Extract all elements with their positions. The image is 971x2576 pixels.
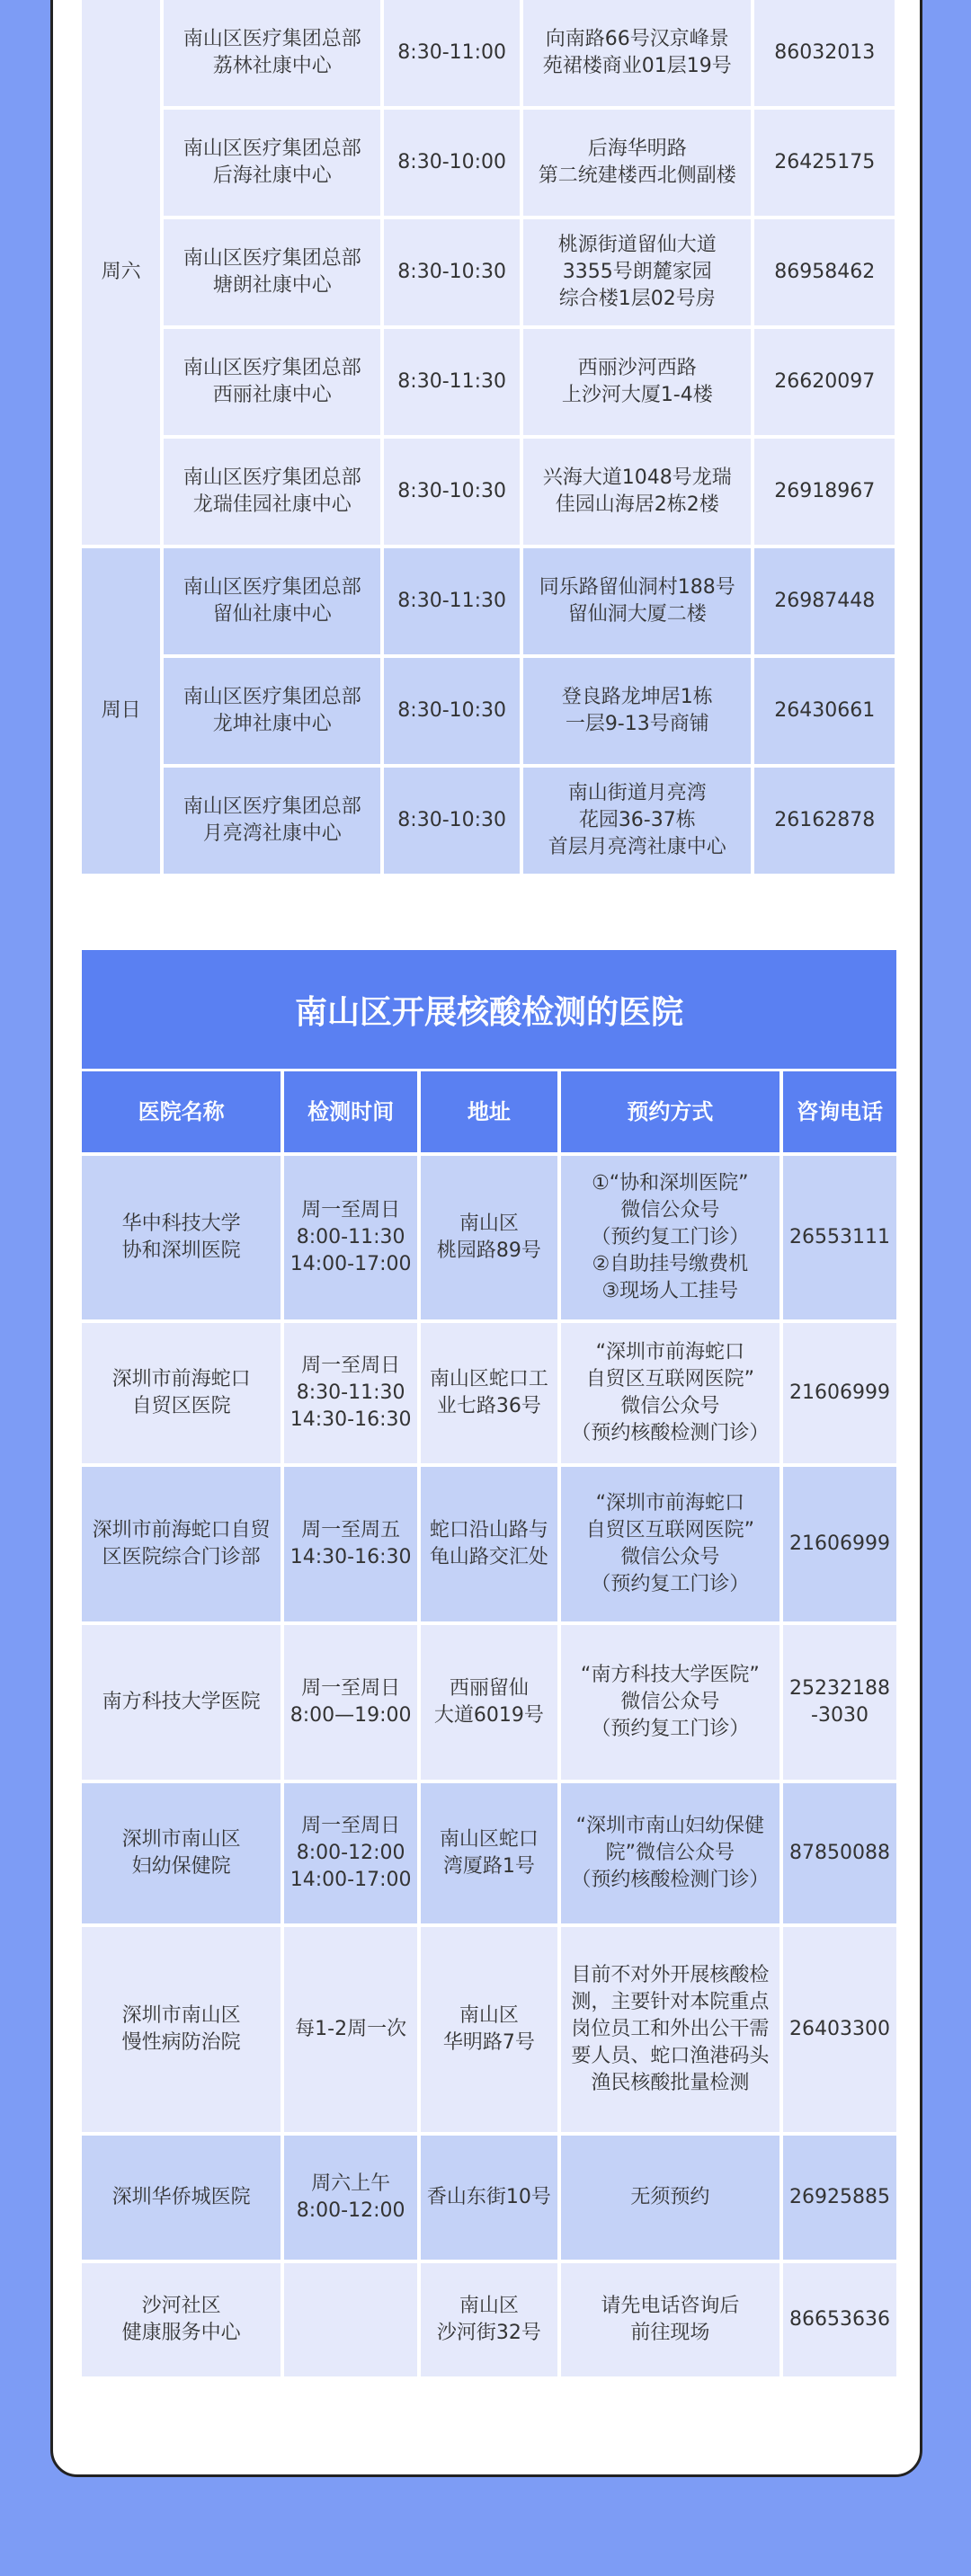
hospital-phone: 21606999 bbox=[783, 1323, 896, 1463]
hospital-name: 深圳市南山区 妇幼保健院 bbox=[82, 1783, 281, 1923]
hospital-address: 香山东街10号 bbox=[421, 2136, 557, 2260]
hospital-phone: 26403300 bbox=[783, 1927, 896, 2132]
clinic-name: 南山区医疗集团总部 留仙社康中心 bbox=[164, 548, 380, 654]
clinic-time: 8:30-10:30 bbox=[384, 439, 520, 545]
clinic-phone: 26987448 bbox=[754, 548, 895, 654]
clinic-phone: 86032013 bbox=[754, 0, 895, 106]
clinic-phone: 26430661 bbox=[754, 658, 895, 764]
hospital-time: 周一至周日 8:00—19:00 bbox=[284, 1625, 417, 1780]
clinic-address: 后海华明路 第二统建楼西北侧副楼 bbox=[523, 110, 751, 216]
hospital-booking: ①“协和深圳医院” 微信公众号 （预约复工门诊） ②自助挂号缴费机 ③现场人工挂号 bbox=[561, 1156, 779, 1319]
clinic-address: 西丽沙河西路 上沙河大厦1-4楼 bbox=[523, 329, 751, 435]
clinic-address: 同乐路留仙洞村188号 留仙洞大厦二楼 bbox=[523, 548, 751, 654]
hospital-name: 沙河社区 健康服务中心 bbox=[82, 2263, 281, 2376]
clinic-address: 登良路龙坤居1栋 一层9-13号商铺 bbox=[523, 658, 751, 764]
table-row bbox=[82, 110, 895, 216]
clinic-phone: 26918967 bbox=[754, 439, 895, 545]
hospital-name: 南方科技大学医院 bbox=[82, 1625, 281, 1780]
table-row bbox=[82, 1783, 896, 1923]
table-row bbox=[82, 768, 895, 874]
clinic-name: 南山区医疗集团总部 后海社康中心 bbox=[164, 110, 380, 216]
clinic-time: 8:30-10:00 bbox=[384, 110, 520, 216]
clinic-name: 南山区医疗集团总部 龙坤社康中心 bbox=[164, 658, 380, 764]
hospital-name: 深圳市南山区 慢性病防治院 bbox=[82, 1927, 281, 2132]
clinic-name: 南山区医疗集团总部 塘朗社康中心 bbox=[164, 219, 380, 325]
hospital-phone: 26553111 bbox=[783, 1156, 896, 1319]
hospital-name: 深圳市前海蛇口 自贸区医院 bbox=[82, 1323, 281, 1463]
column-header: 咨询电话 bbox=[783, 1071, 896, 1152]
hospital-phone: 86653636 bbox=[783, 2263, 896, 2376]
clinic-time: 8:30-11:30 bbox=[384, 548, 520, 654]
hospital-phone: 25232188 -3030 bbox=[783, 1625, 896, 1780]
day-label: 周日 bbox=[82, 548, 160, 874]
hospital-time: 周六上午 8:00-12:00 bbox=[284, 2136, 417, 2260]
hospital-table bbox=[78, 1068, 900, 2380]
clinic-time: 8:30-10:30 bbox=[384, 658, 520, 764]
clinic-address: 南山街道月亮湾 花园36-37栋 首层月亮湾社康中心 bbox=[523, 768, 751, 874]
hospital-time: 周一至周日 8:00-12:00 14:00-17:00 bbox=[284, 1783, 417, 1923]
hospital-time: 周一至周五 14:30-16:30 bbox=[284, 1467, 417, 1621]
column-header: 医院名称 bbox=[82, 1071, 281, 1152]
day-label: 周六 bbox=[82, 0, 160, 545]
clinic-name: 南山区医疗集团总部 月亮湾社康中心 bbox=[164, 768, 380, 874]
hospital-time: 周一至周日 8:30-11:30 14:30-16:30 bbox=[284, 1323, 417, 1463]
hospital-booking: 目前不对外开展核酸检 测，主要针对本院重点 岗位员工和外出公干需 要人员、蛇口渔港码头 渔民核酸批量检测 bbox=[561, 1927, 779, 2132]
hospital-phone: 21606999 bbox=[783, 1467, 896, 1621]
table-row bbox=[82, 2136, 896, 2260]
column-header: 检测时间 bbox=[284, 1071, 417, 1152]
table-row bbox=[82, 1467, 896, 1621]
clinic-phone: 26425175 bbox=[754, 110, 895, 216]
hospital-address: 南山区 沙河街32号 bbox=[421, 2263, 557, 2376]
clinic-time: 8:30-11:00 bbox=[384, 0, 520, 106]
hospital-booking: “深圳市前海蛇口 自贸区互联网医院” 微信公众号 （预约核酸检测门诊） bbox=[561, 1323, 779, 1463]
clinic-time: 8:30-10:30 bbox=[384, 768, 520, 874]
table-row bbox=[82, 219, 895, 325]
table-row bbox=[82, 2263, 896, 2376]
table-row bbox=[82, 1625, 896, 1780]
hospital-address: 南山区蛇口 湾厦路1号 bbox=[421, 1783, 557, 1923]
table-row bbox=[82, 1156, 896, 1319]
hospital-time: 每1-2周一次 bbox=[284, 1927, 417, 2132]
column-header: 预约方式 bbox=[561, 1071, 779, 1152]
hospital-time bbox=[284, 2263, 417, 2376]
hospital-booking: 无须预约 bbox=[561, 2136, 779, 2260]
hospital-name: 深圳华侨城医院 bbox=[82, 2136, 281, 2260]
hospital-phone: 26925885 bbox=[783, 2136, 896, 2260]
weekend-clinic-table bbox=[78, 0, 898, 877]
hospital-booking: “深圳市前海蛇口 自贸区互联网医院” 微信公众号 （预约复工门诊） bbox=[561, 1467, 779, 1621]
table-row bbox=[82, 439, 895, 545]
hospital-address: 南山区蛇口工 业七路36号 bbox=[421, 1323, 557, 1463]
clinic-address: 兴海大道1048号龙瑞 佳园山海居2栋2楼 bbox=[523, 439, 751, 545]
hospital-address: 西丽留仙 大道6019号 bbox=[421, 1625, 557, 1780]
clinic-address: 向南路66号汉京峰景 苑裙楼商业01层19号 bbox=[523, 0, 751, 106]
column-header: 地址 bbox=[421, 1071, 557, 1152]
hospital-address: 南山区 桃园路89号 bbox=[421, 1156, 557, 1319]
hospital-name: 华中科技大学 协和深圳医院 bbox=[82, 1156, 281, 1319]
clinic-name: 南山区医疗集团总部 龙瑞佳园社康中心 bbox=[164, 439, 380, 545]
table-row bbox=[82, 658, 895, 764]
hospital-phone: 87850088 bbox=[783, 1783, 896, 1923]
clinic-phone: 26620097 bbox=[754, 329, 895, 435]
hospital-address: 南山区 华明路7号 bbox=[421, 1927, 557, 2132]
table-row bbox=[82, 1323, 896, 1463]
hospital-time: 周一至周日 8:00-11:30 14:00-17:00 bbox=[284, 1156, 417, 1319]
clinic-time: 8:30-11:30 bbox=[384, 329, 520, 435]
clinic-phone: 86958462 bbox=[754, 219, 895, 325]
table-row bbox=[82, 329, 895, 435]
hospital-address: 蛇口沿山路与 龟山路交汇处 bbox=[421, 1467, 557, 1621]
clinic-time: 8:30-10:30 bbox=[384, 219, 520, 325]
section-title: 南山区开展核酸检测的医院 bbox=[82, 950, 896, 1069]
table-row bbox=[82, 548, 895, 654]
table-row bbox=[82, 0, 895, 106]
hospital-name: 深圳市前海蛇口自贸 区医院综合门诊部 bbox=[82, 1467, 281, 1621]
table-row bbox=[82, 1927, 896, 2132]
header-row bbox=[82, 1071, 896, 1152]
clinic-name: 南山区医疗集团总部 荔林社康中心 bbox=[164, 0, 380, 106]
clinic-address: 桃源街道留仙大道 3355号朗麓家园 综合楼1层02号房 bbox=[523, 219, 751, 325]
clinic-name: 南山区医疗集团总部 西丽社康中心 bbox=[164, 329, 380, 435]
hospital-booking: 请先电话咨询后 前往现场 bbox=[561, 2263, 779, 2376]
hospital-booking: “南方科技大学医院” 微信公众号 （预约复工门诊） bbox=[561, 1625, 779, 1780]
hospital-booking: “深圳市南山妇幼保健 院”微信公众号 （预约核酸检测门诊） bbox=[561, 1783, 779, 1923]
clinic-phone: 26162878 bbox=[754, 768, 895, 874]
